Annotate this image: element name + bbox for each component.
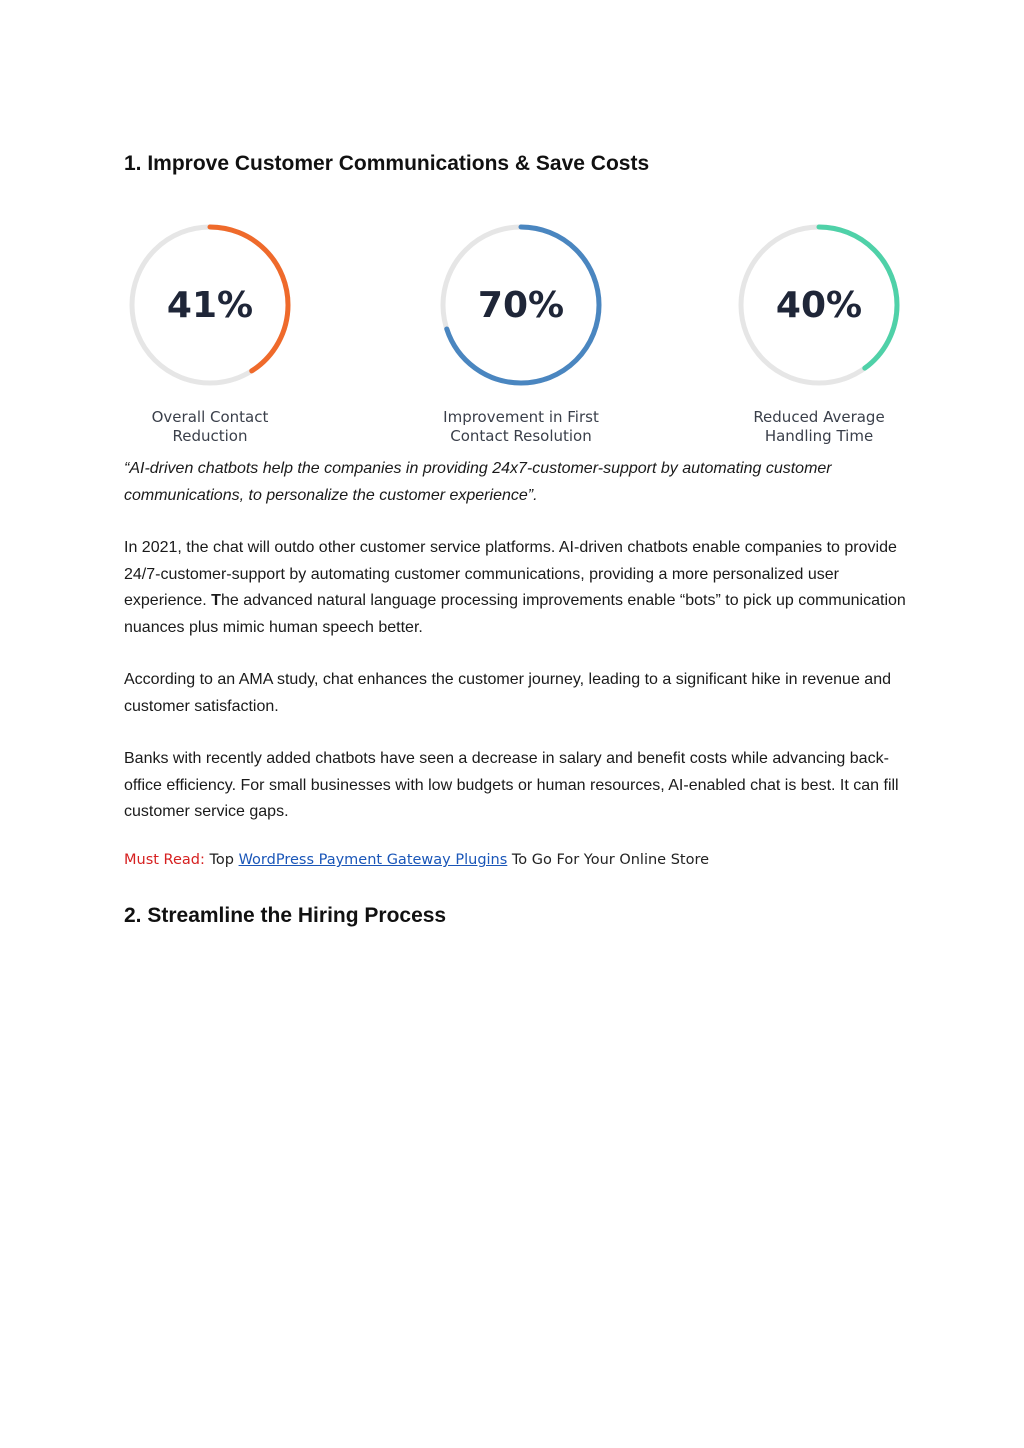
- stat-first-contact-resolution: [411, 220, 631, 446]
- must-read-label: Must Read:: [124, 852, 205, 868]
- stat-overall-contact-reduction: [100, 220, 320, 446]
- progress-ring: [734, 220, 904, 390]
- progress-ring: [125, 220, 295, 390]
- stat-reduced-handling-time: [709, 220, 929, 446]
- section-heading-2: 2. Streamline the Hiring Process: [124, 904, 447, 927]
- stat-label: Overall Contact Reduction: [151, 408, 269, 445]
- section-heading-1: 1. Improve Customer Communications & Save Costs: [124, 152, 650, 175]
- must-read-prefix: Top: [209, 852, 234, 868]
- bold-letter: T: [211, 592, 221, 609]
- pull-quote: “AI-driven chatbots help the companies in providing 24x7-customer-support by automating customer communications, to personalize the customer experience”.: [124, 460, 832, 504]
- must-read-callout: [124, 852, 709, 868]
- paragraph-banks: Banks with recently added chatbots have seen a decrease in salary and benefit costs while advancing back-office efficiency. For small businesses with low budgets or human resources, AI-enabled chat is best. It can fill customer service gaps.: [124, 750, 899, 820]
- paragraph-text: he advanced natural language processing improvements enable “bots” to pick up communication nuances plus mimic human speech better.: [124, 592, 906, 636]
- stat-value: 41%: [166, 285, 254, 326]
- paragraph-ama-study: According to an AMA study, chat enhances the customer journey, leading to a significant hike in revenue and customer satisfaction.: [124, 671, 891, 715]
- wordpress-plugins-link[interactable]: WordPress Payment Gateway Plugins: [238, 852, 508, 868]
- stat-label: Improvement in First Contact Resolution: [443, 408, 599, 445]
- paragraph-chat-outdo: [124, 535, 909, 641]
- must-read-suffix: To Go For Your Online Store: [511, 852, 710, 868]
- stats-infographic: [124, 220, 904, 450]
- stat-value: 70%: [477, 285, 565, 326]
- paragraph-text: In 2021, the chat will outdo other customer service platforms. AI-driven chatbots enable companies to provide 24/7-customer-support by automating customer communications, providing a more personalized user experience.: [124, 539, 897, 609]
- stat-value: 40%: [775, 285, 863, 326]
- stat-label: Reduced Average Handling Time: [753, 408, 885, 445]
- progress-ring: [436, 220, 606, 390]
